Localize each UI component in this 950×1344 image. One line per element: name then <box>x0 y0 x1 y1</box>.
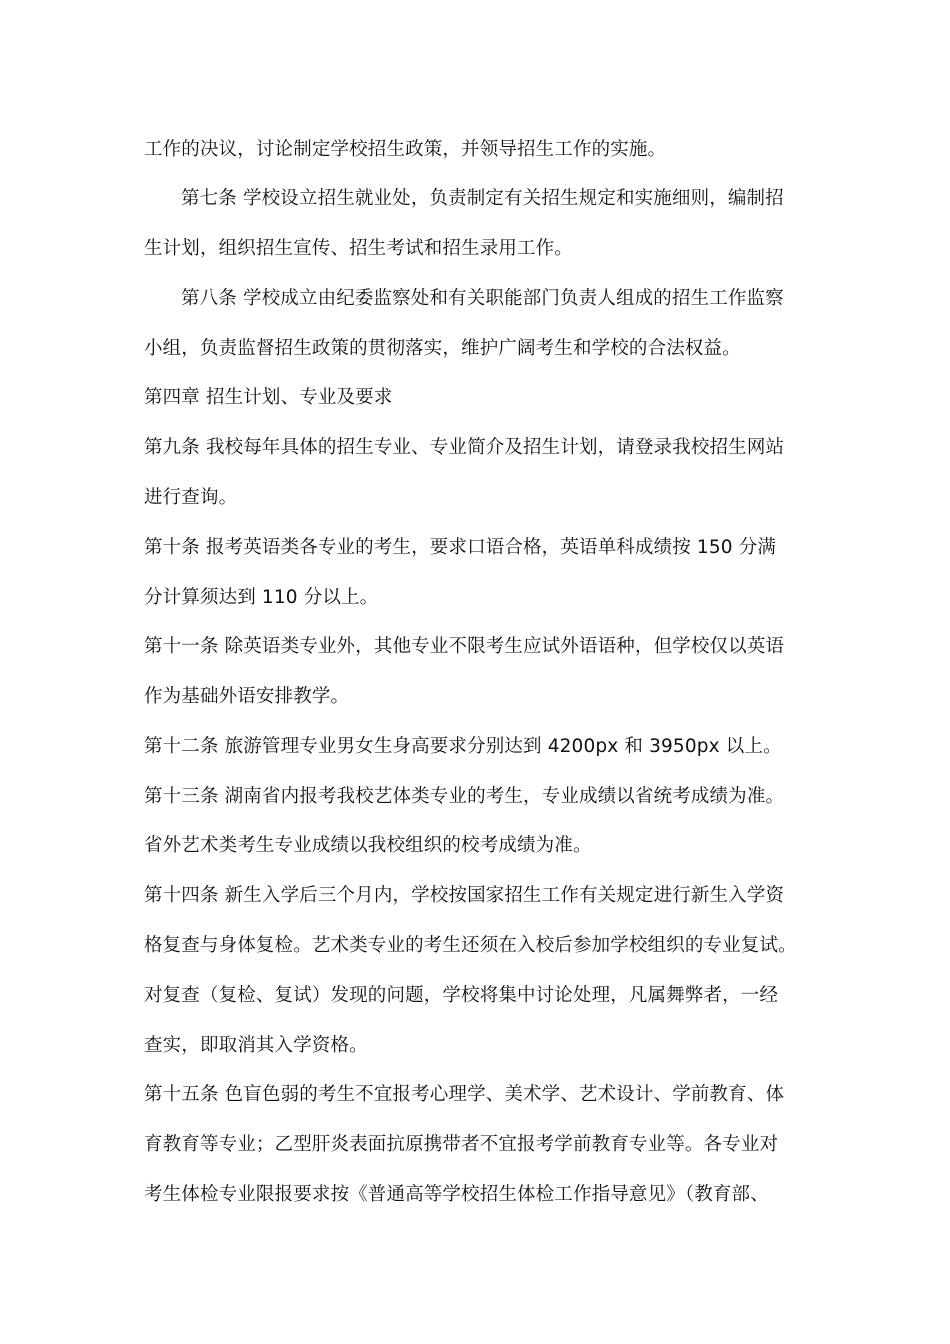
article-13-line-2: 省外艺术类考生专业成绩以我校组织的校考成绩为准。 <box>144 835 592 856</box>
article-12-line-1: 第十二条 旅游管理专业男女生身高要求分别达到 4200px 和 3950px 以上。 <box>144 736 782 757</box>
article-11-line-1: 第十一条 除英语类专业外，其他专业不限考生应试外语语种，但学校仅以英语 <box>144 636 785 657</box>
article-14-line-3: 对复查（复检、复试）发现的问题，学校将集中讨论处理，凡属舞弊者，一经 <box>144 985 779 1006</box>
article-15-line-1: 第十五条 色盲色弱的考生不宜报考心理学、美术学、艺术设计、学前教育、体 <box>144 1084 785 1105</box>
text-line: 工作的决议，讨论制定学校招生政策，并领导招生工作的实施。 <box>144 139 667 160</box>
article-9-line-2: 进行查询。 <box>144 487 238 508</box>
article-15-line-3: 考生体检专业限报要求按《普通高等学校招生体检工作指导意见》（教育部、 <box>144 1184 769 1205</box>
article-9-line-1: 第九条 我校每年具体的招生专业、专业简介及招生计划，请登录我校招生网站 <box>144 437 785 458</box>
article-14-line-2: 格复查与身体复检。艺术类专业的考生还须在入校后参加学校组织的专业复试。 <box>144 935 797 956</box>
article-14-line-1: 第十四条 新生入学后三个月内，学校按国家招生工作有关规定进行新生入学资 <box>144 885 785 906</box>
article-11-line-2: 作为基础外语安排教学。 <box>144 686 350 707</box>
article-13-line-1: 第十三条 湖南省内报考我校艺体类专业的考生，专业成绩以省统考成绩为准。 <box>144 786 785 807</box>
article-8-line-2: 小组，负责监督招生政策的贯彻落实，维护广阔考生和学校的合法权益。 <box>144 338 741 359</box>
chapter-4-heading: 第四章 招生计划、专业及要求 <box>144 387 393 408</box>
article-8-line-1: 第八条 学校成立由纪委监察处和有关职能部门负责人组成的招生工作监察 <box>181 288 784 309</box>
article-10-line-2: 分计算须达到 110 分以上。 <box>144 587 379 608</box>
article-14-line-4: 查实，即取消其入学资格。 <box>144 1035 368 1056</box>
article-7-line-2: 生计划，组织招生宣传、招生考试和招生录用工作。 <box>144 238 573 259</box>
article-10-line-1: 第十条 报考英语类各专业的考生，要求口语合格，英语单科成绩按 150 分满 <box>144 537 777 558</box>
article-15-line-2: 育教育等专业；乙型肝炎表面抗原携带者不宜报考学前教育专业等。各专业对 <box>144 1134 779 1155</box>
article-7-line-1: 第七条 学校设立招生就业处，负责制定有关招生规定和实施细则，编制招 <box>181 188 784 209</box>
